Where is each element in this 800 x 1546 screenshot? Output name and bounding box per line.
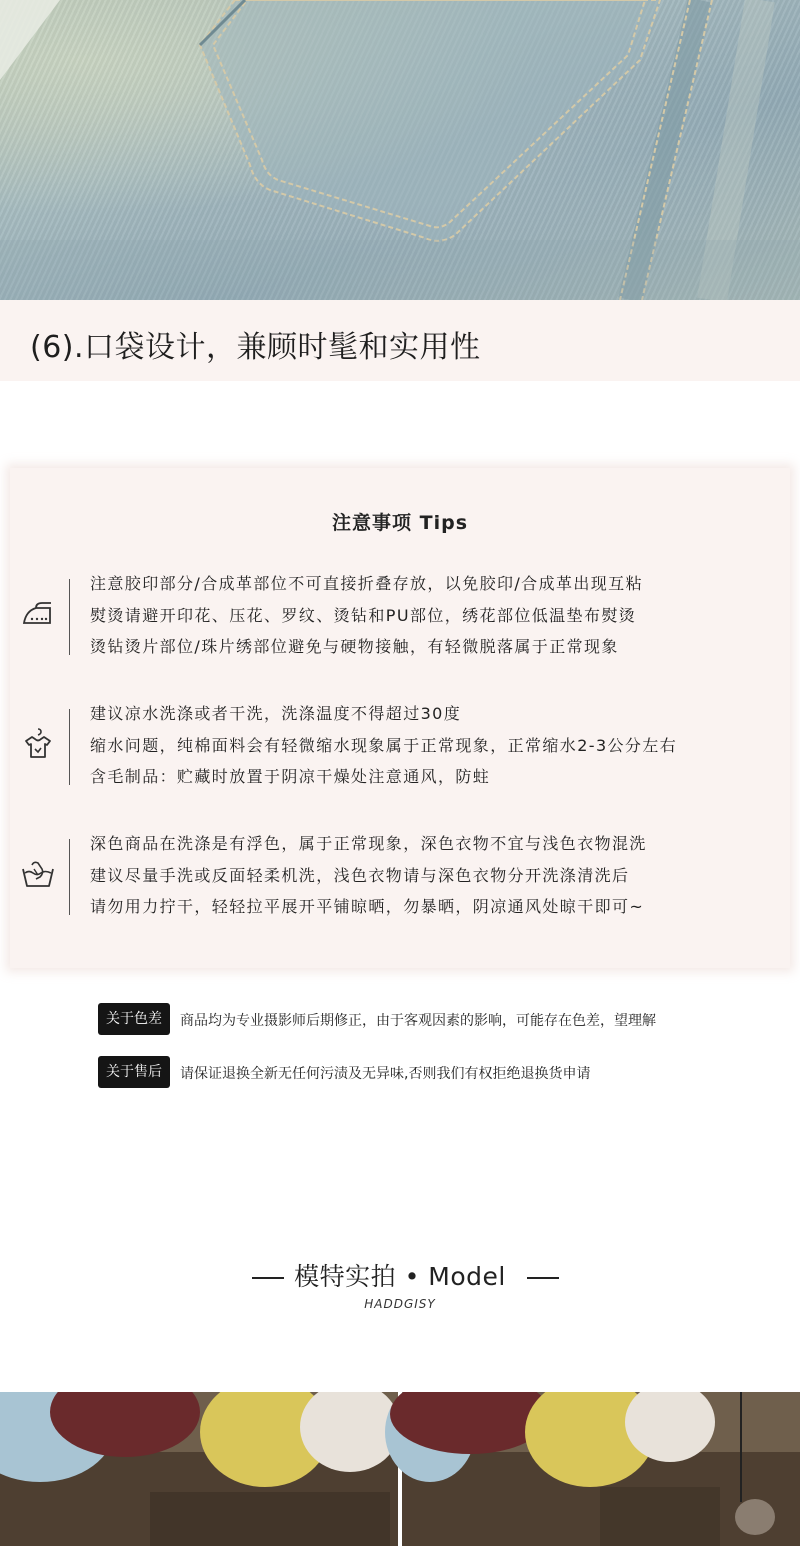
model-title: 模特实拍 • Model [294, 1262, 506, 1291]
product-photo-pocket [0, 0, 800, 300]
tips-line: 建议凉水洗涤或者干洗，洗涤温度不得超过30度 [90, 704, 462, 723]
model-photo [0, 1392, 800, 1546]
tips-line: 缩水问题，纯棉面料会有轻微缩水现象属于正常现象，正常缩水2-3公分左右 [90, 736, 678, 755]
notice-text: 商品均为专业摄影师后期修正，由于客观因素的影响，可能存在色差，望理解 [180, 1013, 656, 1029]
tips-divider [69, 579, 70, 655]
notice-badge: 关于色差 [98, 1003, 170, 1035]
hanging-shirt-icon [20, 725, 56, 761]
tips-line: 含毛制品：贮藏时放置于阴凉干燥处注意通风，防蛀 [90, 767, 491, 786]
care-tips-card [10, 468, 790, 968]
hand-wash-icon [20, 855, 56, 891]
caption-band [0, 300, 800, 381]
tips-line: 烫钻烫片部位/珠片绣部位避免与硬物接触，有轻微脱落属于正常现象 [90, 637, 619, 656]
model-section-heading [0, 1260, 800, 1294]
tips-block-handwash [10, 827, 790, 927]
heading-dash-left [252, 1277, 284, 1279]
iron-icon [20, 595, 56, 631]
tips-block-ironing [10, 567, 790, 667]
tips-block-washing [10, 697, 790, 797]
tips-title: 注意事项 Tips [332, 512, 468, 534]
tips-line: 深色商品在洗涤是有浮色，属于正常现象，深色衣物不宜与浅色衣物混洗 [90, 834, 647, 853]
notice-badge: 关于售后 [98, 1056, 170, 1088]
caption-text: (6).口袋设计，兼顾时髦和实用性 [30, 330, 481, 365]
notice-text: 请保证退换全新无任何污渍及无异味,否则我们有权拒绝退换货申请 [180, 1066, 591, 1082]
brand-subtitle: HADDGISY [364, 1297, 436, 1311]
tips-line: 请勿用力拧干，轻轻拉平展开平铺晾晒，勿暴晒，阴凉通风处晾干即可~ [90, 897, 645, 916]
tips-line: 注意胶印部分/合成革部位不可直接折叠存放，以免胶印/合成革出现互粘 [90, 574, 643, 593]
tips-divider [69, 839, 70, 915]
balloon-scene [0, 1392, 800, 1546]
heading-dash-right [527, 1277, 559, 1279]
tips-line: 熨烫请避开印花、压花、罗纹、烫钻和PU部位，绣花部位低温垫布熨烫 [90, 606, 637, 625]
denim-pocket-illustration [0, 0, 800, 300]
tips-divider [69, 709, 70, 785]
tips-line: 建议尽量手洗或反面轻柔机洗，浅色衣物请与深色衣物分开洗涤清洗后 [90, 866, 630, 885]
